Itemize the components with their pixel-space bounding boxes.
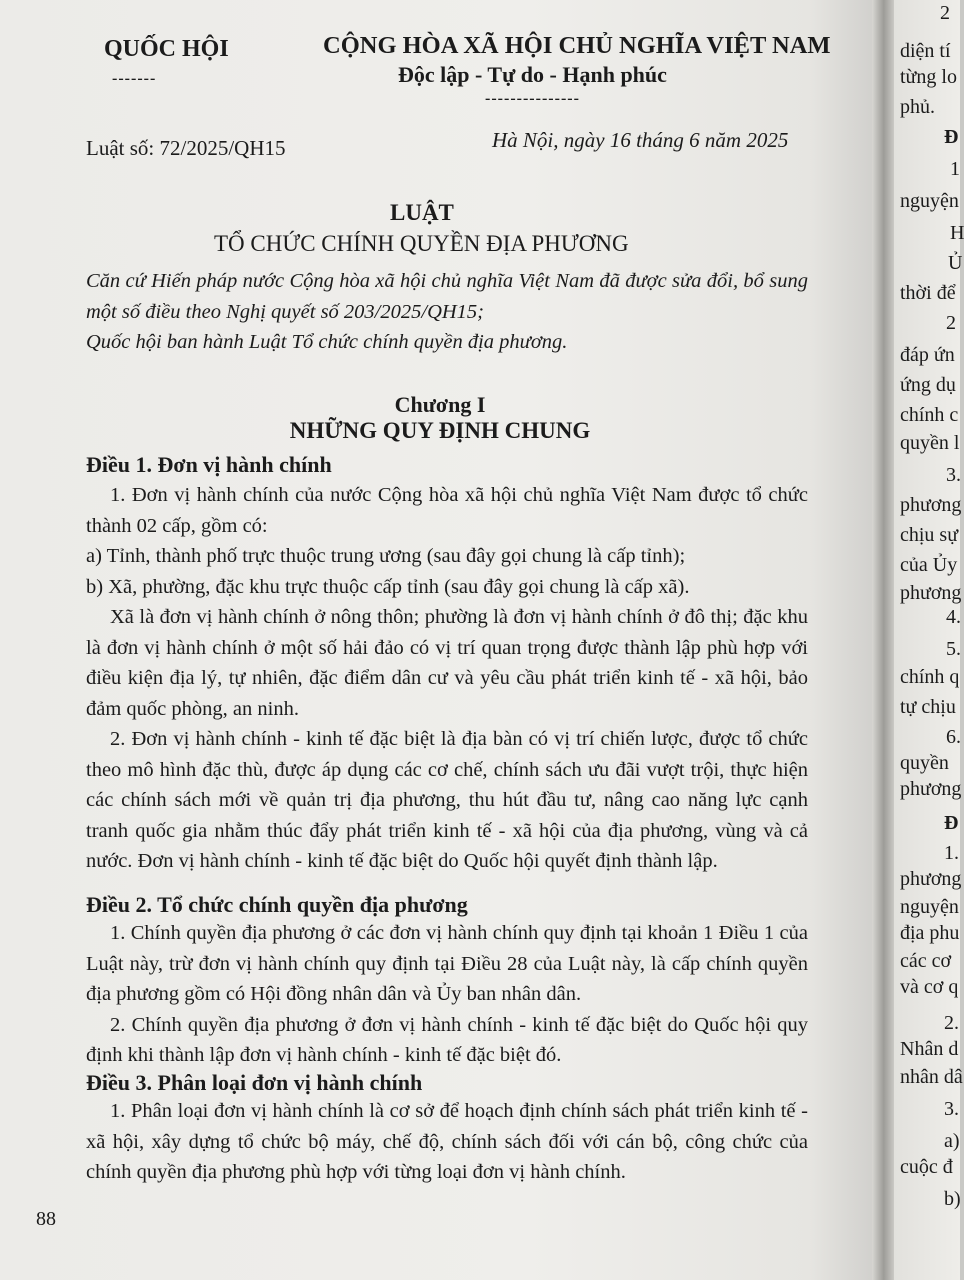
- facing-page-fragment: chính c: [900, 404, 959, 426]
- facing-page-fragment: Đ: [944, 812, 959, 834]
- facing-page-fragment: phương: [900, 868, 962, 890]
- facing-page-fragment: quyền l: [900, 432, 960, 454]
- article-1: [86, 452, 808, 877]
- page-number: 88: [36, 1208, 56, 1230]
- facing-page-fragment: 4.: [946, 606, 961, 628]
- nation-title: CỘNG HÒA XÃ HỘI CHỦ NGHĨA VIỆT NAM: [323, 32, 831, 59]
- facing-page-fragment: 1: [950, 158, 960, 180]
- paragraph: Xã là đơn vị hành chính ở nông thôn; phường là đơn vị hành chính ở đô thị; đặc khu là đơn vị hành chính ở một số hải đảo có vị trí quan trọng được thành lập phù hợp với điều kiện địa lý, tự nhiên, đặc điểm dân cư và yêu cầu phát triển kinh tế - xã hội, bảo đảm quốc phòng, an ninh.: [86, 606, 808, 720]
- document-type: LUẬT: [390, 200, 454, 225]
- facing-page-fragment: quyền: [900, 752, 949, 774]
- facing-page-fragment: Nhân d: [900, 1038, 959, 1060]
- preamble-enactment: [86, 327, 808, 358]
- facing-page-edge: [894, 0, 964, 1280]
- article-heading: Điều 3. Phân loại đơn vị hành chính: [86, 1070, 423, 1095]
- national-motto: Độc lập - Tự do - Hạnh phúc: [398, 62, 667, 87]
- paragraph: 1. Đơn vị hành chính của nước Cộng hòa xã hội chủ nghĩa Việt Nam được tổ chức thành 02 cấp, gồm có:: [86, 484, 808, 537]
- facing-page-fragment: b): [944, 1188, 961, 1210]
- facing-page-fragment: đáp ứn: [900, 344, 955, 366]
- facing-page-fragment: 3.: [944, 1098, 959, 1120]
- preamble: [86, 266, 808, 358]
- facing-page-fragment: nguyện: [900, 896, 959, 918]
- chapter-title: NHỮNG QUY ĐỊNH CHUNG: [289, 418, 591, 443]
- document-title: TỔ CHỨC CHÍNH QUYỀN ĐỊA PHƯƠNG: [214, 231, 629, 256]
- article-heading: Điều 1. Đơn vị hành chính: [86, 452, 332, 477]
- motto-underline: ---------------: [485, 90, 580, 107]
- paragraph: 2. Đơn vị hành chính - kinh tế đặc biệt là địa bàn có vị trí chiến lược, được tổ chức theo mô hình đặc thù, được áp dụng các cơ chế, chính sách ưu đãi vượt trội, thực hiện các chính sách mới về quản trị địa phương, thu hút đầu tư, nâng cao năng lực cạnh tranh quốc gia nhằm thúc đẩy phát triển kinh tế - xã hội của địa phương, vùng và cả nước. Đơn vị hành chính - kinh tế đặc biệt do Quốc hội quyết định thành lập.: [86, 728, 808, 872]
- facing-page-fragment: 1.: [944, 842, 959, 864]
- preamble-basis-text: Căn cứ Hiến pháp nước Cộng hòa xã hội chủ nghĩa Việt Nam đã được sửa đổi, bổ sung một số điều theo Nghị quyết số 203/2025/QH15;: [86, 270, 808, 323]
- facing-page-fragment: phương: [900, 494, 962, 516]
- place-date: Hà Nội, ngày 16 tháng 6 năm 2025: [492, 128, 789, 152]
- facing-page-fragment: diện tí: [900, 40, 951, 62]
- facing-page-fragment: Ủ: [948, 252, 963, 274]
- article-body: [86, 480, 808, 877]
- facing-page-fragment: chịu sự: [900, 524, 959, 546]
- facing-page-fragment: nhân dâ: [900, 1066, 963, 1088]
- facing-page-fragment: cuộc đ: [900, 1156, 953, 1178]
- preamble-basis: [86, 266, 808, 327]
- paragraph: b) Xã, phường, đặc khu trực thuộc cấp tỉnh (sau đây gọi chung là cấp xã).: [86, 575, 690, 598]
- article-heading: Điều 2. Tổ chức chính quyền địa phương: [86, 892, 468, 917]
- preamble-enactment-text: Quốc hội ban hành Luật Tổ chức chính quyền địa phương.: [86, 331, 568, 353]
- facing-page-fragment: từng lo: [900, 66, 957, 88]
- facing-page-fragment: địa phu: [900, 922, 960, 944]
- paragraph: 2. Chính quyền địa phương ở đơn vị hành chính - kinh tế đặc biệt do Quốc hội quy định khi thành lập đơn vị hành chính - kinh tế đặc biệt đó.: [86, 1013, 808, 1066]
- facing-page-fragment: các cơ: [900, 950, 952, 972]
- facing-page-fragment: chính q: [900, 666, 960, 688]
- facing-page-fragment: ứng dụ: [900, 374, 956, 396]
- facing-page-fragment: phủ.: [900, 96, 935, 118]
- facing-page-fragment: a): [944, 1130, 960, 1152]
- chapter-number: Chương I: [394, 392, 486, 417]
- paragraph: 1. Phân loại đơn vị hành chính là cơ sở để hoạch định chính sách phát triển kinh tế - xã hội, xây dựng tổ chức bộ máy, chế độ, chính sách đối với cán bộ, công chức của chính quyền địa phương phù hợp với từng loại đơn vị hành chính.: [86, 1100, 808, 1183]
- article-body: [86, 1096, 808, 1188]
- facing-page-fragment: phương: [900, 778, 962, 800]
- facing-page-fragment: tự chịu: [900, 696, 956, 718]
- facing-page-fragment: phương: [900, 582, 962, 604]
- facing-page-fragment: 5.: [946, 638, 961, 660]
- facing-page-fragment: H: [950, 222, 964, 244]
- facing-page-fragment: 6.: [946, 726, 961, 748]
- facing-page-fragment: Đ: [944, 126, 959, 148]
- facing-page-fragment: nguyện: [900, 190, 959, 212]
- paragraph: 1. Chính quyền địa phương ở các đơn vị hành chính quy định tại khoản 1 Điều 1 của Luật này, trừ đơn vị hành chính quy định tại Điều 28 của Luật này, là cấp chính quyền địa phương gồm có Hội đồng nhân dân và Ủy ban nhân dân.: [86, 922, 808, 1005]
- article-body: [86, 918, 808, 1071]
- facing-page-fragment: 2: [946, 312, 956, 334]
- facing-page-fragment: 3.: [946, 464, 961, 486]
- issuer-name: QUỐC HỘI: [104, 36, 229, 62]
- article-2: [86, 892, 808, 1071]
- issuer-underline: -------: [112, 70, 157, 87]
- facing-page-fragment: của Ủy: [900, 554, 958, 576]
- facing-page-fragment: thời để: [900, 282, 956, 304]
- facing-page-fragment: 2.: [944, 1012, 959, 1034]
- facing-page-fragment: và cơ q: [900, 976, 959, 998]
- paragraph: a) Tỉnh, thành phố trực thuộc trung ương (sau đây gọi chung là cấp tỉnh);: [86, 545, 686, 567]
- law-number: Luật số: 72/2025/QH15: [86, 136, 286, 160]
- facing-page-fragment: 2: [940, 2, 950, 24]
- article-3: [86, 1070, 808, 1188]
